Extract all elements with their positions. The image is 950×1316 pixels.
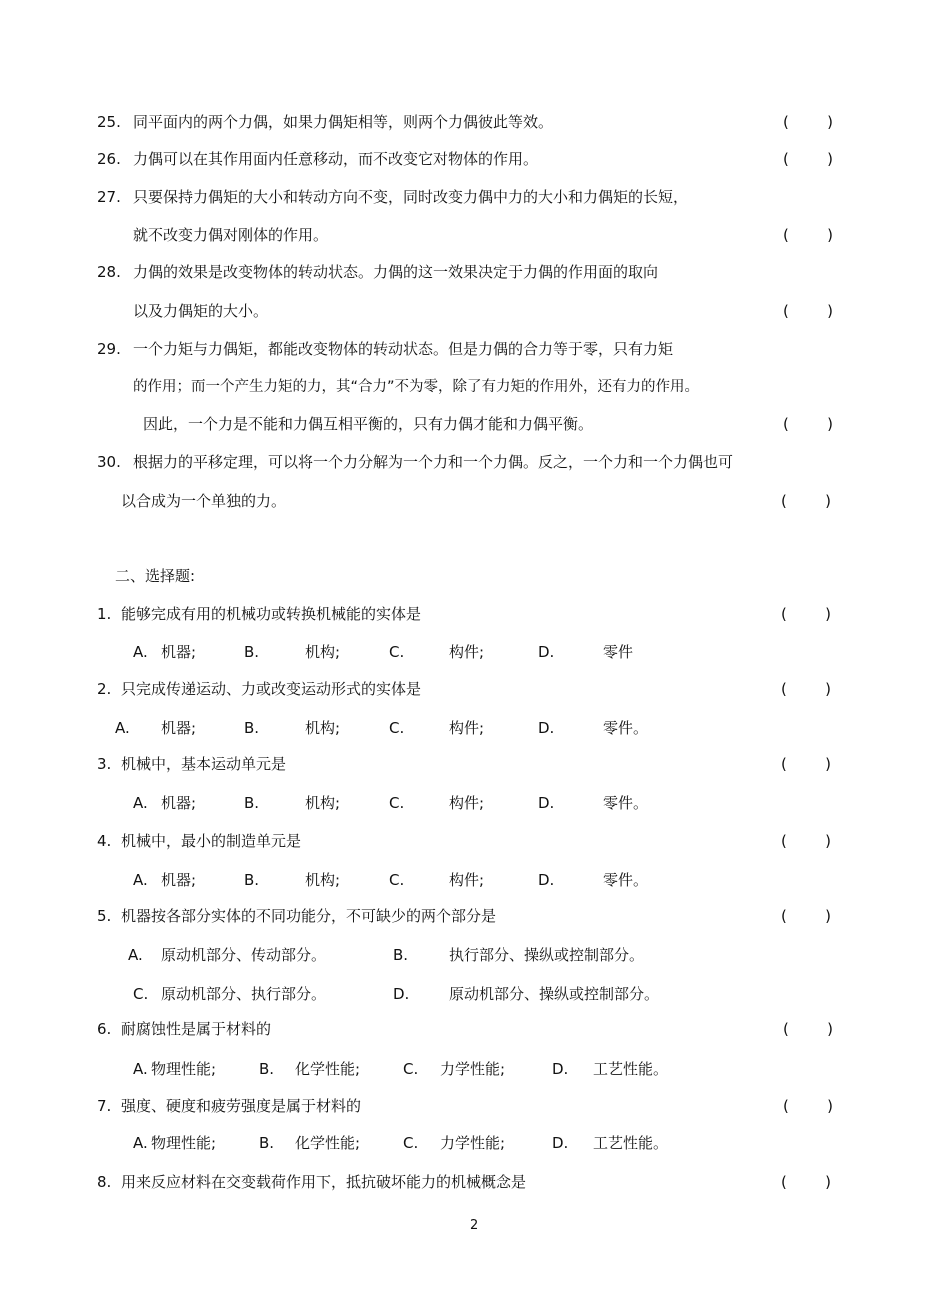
option-a-letter: A. [133, 1134, 148, 1152]
question-text: 用来反应材料在交变载荷作用下，抵抗破坏能力的机械概念是 [121, 1173, 527, 1191]
option-b-text: 机构; [305, 643, 341, 661]
question-number: 4. [97, 832, 112, 850]
option-d-text: 工艺性能。 [593, 1060, 669, 1078]
option-a-letter: A. [133, 643, 148, 661]
option-d-text: 工艺性能。 [593, 1134, 669, 1152]
option-c-letter: C. [403, 1060, 419, 1078]
option-c-letter: C. [133, 985, 149, 1003]
option-d-text: 零件。 [603, 794, 649, 812]
question-number: 28. [97, 263, 121, 281]
question-text: 力偶的效果是改变物体的转动状态。力偶的这一效果决定于力偶的作用面的取向 [133, 263, 659, 281]
option-b-letter: B. [244, 719, 260, 737]
option-b-letter: B. [393, 946, 409, 964]
question-number: 25. [97, 113, 121, 131]
option-a-letter: A. [128, 946, 143, 964]
option-d-text: 零件。 [603, 719, 649, 737]
option-d-text: 零件 [603, 643, 634, 661]
option-a-text: 物理性能; [151, 1134, 217, 1152]
question-text: 根据力的平移定理，可以将一个力分解为一个力和一个力偶。反之，一个力和一个力偶也可 [133, 453, 734, 471]
question-text: 机械中，基本运动单元是 [121, 755, 287, 773]
question-number: 3. [97, 755, 112, 773]
option-b-letter: B. [244, 871, 260, 889]
option-b-text: 机构; [305, 719, 341, 737]
question-text-continued: 就不改变力偶对刚体的作用。 [133, 226, 329, 244]
option-b-letter: B. [259, 1134, 275, 1152]
question-text: 强度、硬度和疲劳强度是属于材料的 [121, 1097, 362, 1115]
option-c-text: 构件; [449, 719, 485, 737]
option-d-letter: D. [552, 1060, 569, 1078]
option-b-letter: B. [244, 794, 260, 812]
option-a-text: 原动机部分、传动部分。 [161, 946, 327, 964]
option-a-letter: A. [133, 794, 148, 812]
page-number: 2 [470, 1218, 479, 1233]
option-d-letter: D. [393, 985, 410, 1003]
question-text: 只完成传递运动、力或改变运动形式的实体是 [121, 680, 422, 698]
option-c-text: 原动机部分、执行部分。 [161, 985, 327, 1003]
question-number: 5. [97, 907, 112, 925]
option-d-letter: D. [538, 871, 555, 889]
question-number: 8. [97, 1173, 112, 1191]
document-page: 25. 同平面内的两个力偶，如果力偶矩相等，则两个力偶彼此等效。 ( ) 26. 力偶可以在其作用面内任意移动，而不改变它对物体的作用。 ( ) 27. 只要保持力偶矩的大小和转动方向不变，同时改变力偶中力的大小和力偶矩的长短， 就不改变力偶对刚体的作用。 ( ) 28. 力偶的效果是改变物体的转动状态。力偶的这一效果决定于力偶的作用面的取向 以及力偶矩的大小。 ( ) 29. 一个力矩与力偶矩，都能改变物体的转动状态。但是力偶的合力等于零，只有力矩 的作用；而一个产生力矩的力，其“合力”不为零，除了有力矩的作用外，还有力的作用。 因此，一个力是不能和力偶互相平衡的，只有力偶才能和力偶平衡。 ( ) 30. 根据力的平移定理，可以将一个力分解为一个力和一个力偶。反之，一个力和一个力偶也可 以合成为一个单独的力。 ( ) 二、选择题: 1. 能够完成有用的机械功或转换机械能的实体是 ( ) A. 机器; B. 机构; C. 构件; D. 零件 2. 只完成传递运动、力或改变运动形式的实体是 ( ) A. 机器; B. 机构; C. 构件; D. 零件。 3. 机械中，基本运动单元是 ( ) A. 机器; B. 机构; C. 构件; D. 零件。 4. 机械中，最小的制造单元是 ( ) A. 机器; B. 机构; C. 构件; D. 零件。 5. 机器按各部分实体的不同功能分，不可缺少的两个部分是 ( ) A. 原动机部分、传动部分。 B. 执行部分、操纵或控制部分。 C. 原动机部分、执行部分。 D. 原动机部分、操纵或控制部分。 6. 耐腐蚀性是属于材料的 ( ) A. 物理性能; B. 化学性能; C. 力学性能; D. 工艺性能。 7. 强度、硬度和疲劳强度是属于材料的 ( ) A. 物理性能; B. 化学性能; C. 力学性能; D. 工艺性能。 8. 用来反应材料在交变载荷作用下，抵抗破坏能力的机械概念是 ( ) 2 [0, 0, 950, 1316]
question-number: 30. [97, 453, 121, 471]
question-number: 29. [97, 340, 121, 358]
option-b-text: 机构; [305, 794, 341, 812]
question-text: 同平面内的两个力偶，如果力偶矩相等，则两个力偶彼此等效。 [133, 113, 554, 131]
option-c-text: 构件; [449, 794, 485, 812]
option-b-text: 执行部分、操纵或控制部分。 [449, 946, 645, 964]
question-number: 27. [97, 188, 121, 206]
option-a-text: 机器; [161, 719, 197, 737]
option-b-text: 机构; [305, 871, 341, 889]
option-c-text: 构件; [449, 643, 485, 661]
question-text-continued: 以及力偶矩的大小。 [133, 302, 269, 320]
option-a-text: 机器; [161, 871, 197, 889]
option-a-letter: A. [133, 1060, 148, 1078]
option-b-letter: B. [259, 1060, 275, 1078]
option-a-text: 机器; [161, 794, 197, 812]
option-c-text: 力学性能; [440, 1134, 506, 1152]
question-text: 耐腐蚀性是属于材料的 [121, 1020, 272, 1038]
option-c-letter: C. [403, 1134, 419, 1152]
question-text: 能够完成有用的机械功或转换机械能的实体是 [121, 605, 422, 623]
option-c-letter: C. [389, 643, 405, 661]
option-a-letter: A. [133, 871, 148, 889]
question-text: 机械中，最小的制造单元是 [121, 832, 302, 850]
option-c-letter: C. [389, 871, 405, 889]
option-b-text: 化学性能; [295, 1060, 361, 1078]
question-number: 6. [97, 1020, 112, 1038]
option-c-letter: C. [389, 719, 405, 737]
option-a-text: 物理性能; [151, 1060, 217, 1078]
question-number: 2. [97, 680, 112, 698]
question-text-continued: 因此，一个力是不能和力偶互相平衡的，只有力偶才能和力偶平衡。 [143, 415, 594, 433]
question-text: 一个力矩与力偶矩，都能改变物体的转动状态。但是力偶的合力等于零，只有力矩 [133, 340, 674, 358]
option-d-letter: D. [538, 643, 555, 661]
question-text: 只要保持力偶矩的大小和转动方向不变，同时改变力偶中力的大小和力偶矩的长短， [133, 188, 689, 206]
question-text-continued: 以合成为一个单独的力。 [121, 492, 287, 510]
option-d-letter: D. [538, 794, 555, 812]
question-number: 1. [97, 605, 112, 623]
option-d-text: 零件。 [603, 871, 649, 889]
option-a-letter: A. [115, 719, 130, 737]
option-c-text: 构件; [449, 871, 485, 889]
option-c-text: 力学性能; [440, 1060, 506, 1078]
question-text-continued: 的作用；而一个产生力矩的力，其“合力”不为零，除了有力矩的作用外，还有力的作用。 [133, 379, 700, 395]
question-text: 力偶可以在其作用面内任意移动，而不改变它对物体的作用。 [133, 150, 539, 168]
option-b-letter: B. [244, 643, 260, 661]
option-d-text: 原动机部分、操纵或控制部分。 [449, 985, 660, 1003]
question-number: 26. [97, 150, 121, 168]
option-a-text: 机器; [161, 643, 197, 661]
option-d-letter: D. [552, 1134, 569, 1152]
question-number: 7. [97, 1097, 112, 1115]
section-title: 二、选择题: [115, 567, 196, 585]
question-text: 机器按各部分实体的不同功能分，不可缺少的两个部分是 [121, 907, 497, 925]
option-d-letter: D. [538, 719, 555, 737]
option-b-text: 化学性能; [295, 1134, 361, 1152]
option-c-letter: C. [389, 794, 405, 812]
